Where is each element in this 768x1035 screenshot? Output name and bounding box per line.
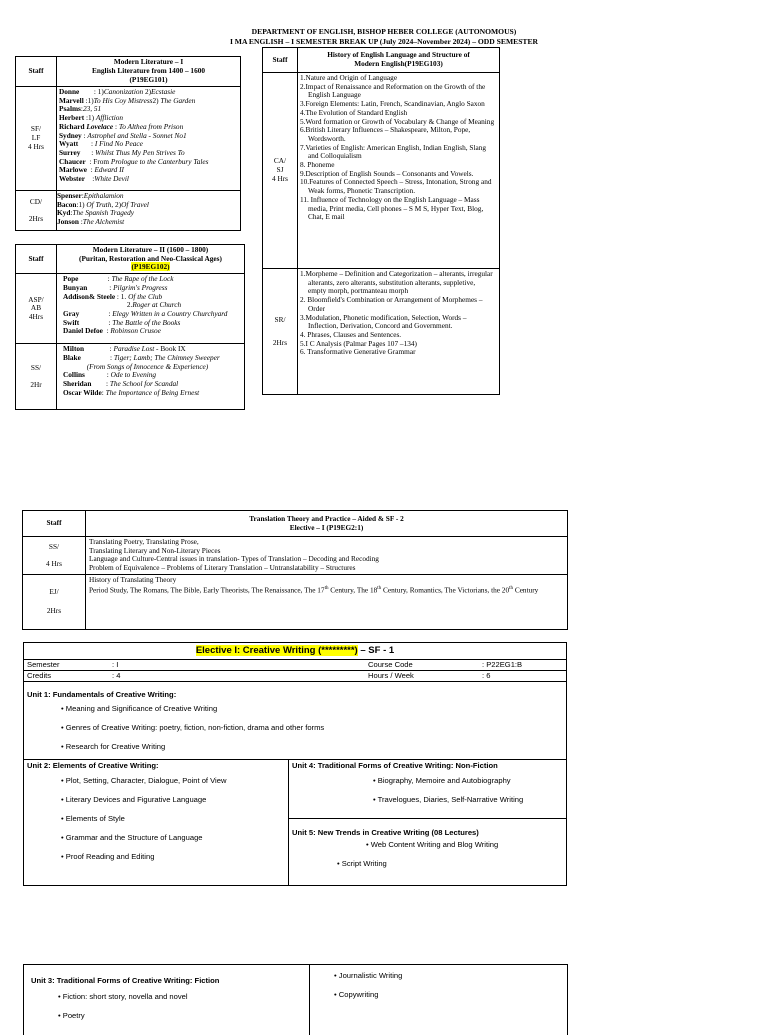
ml2-syllabus-2 — [57, 344, 245, 410]
unit-5 — [289, 819, 567, 886]
course-code-label: Course Code — [368, 660, 413, 669]
semester-label: Semester — [27, 660, 60, 669]
staff-code: SR/ — [274, 314, 286, 324]
staff-hours: 2Hr — [30, 379, 42, 389]
syllabus-line: Bacon:1) Of Truth, 2)Of Travel — [57, 199, 149, 209]
cw-title: Elective I: Creative Writing (*********) – SF - 1 — [24, 643, 567, 660]
syllabus-line: Wyatt : I Find No Peace — [59, 139, 143, 149]
tt-title: Translation Theory and Practice – Aided & SF - 2 — [249, 513, 404, 523]
ml1-title: Modern Literature – I — [113, 57, 184, 67]
creative-writing-continued — [23, 964, 568, 1035]
unit-3-list — [24, 987, 309, 1025]
list-item: 7.Varieties of English: American English, Indian English, Slang and Colloquialism — [300, 142, 487, 161]
course-code-value: : P22EG1:B — [482, 660, 523, 669]
staff-header: Staff — [16, 245, 57, 274]
ml2-syllabus-1 — [57, 274, 245, 344]
syllabus-line: Collins : Ode to Evening — [63, 370, 157, 380]
ml2-title: Modern Literature – II (1600 – 1800) — [92, 245, 209, 254]
hel-syllabus-1 — [298, 73, 500, 269]
list-item: • Plot, Setting, Character, Dialogue, Point of View — [61, 776, 227, 785]
unit-4-list — [292, 771, 563, 809]
unit-5-continued-list — [334, 966, 402, 1004]
syllabus-line: Gray : Elegy Written in a Country Churchyard — [63, 308, 228, 318]
syllabus-line: (From Songs of Innocence & Experience) — [86, 361, 209, 371]
staff-code: CA/ — [273, 156, 287, 166]
list-item: 4.The Evolution of Standard English — [300, 107, 408, 117]
list-item: • Meaning and Significance of Creative Writing — [61, 704, 218, 713]
ml1-subtitle: English Literature from 1400 – 1600 — [91, 66, 206, 76]
unit-2-title: Unit 2: Elements of Creative Writing: — [27, 761, 159, 770]
credits-label: Credits — [27, 671, 52, 680]
staff-header: Staff — [16, 57, 57, 87]
list-item: • Web Content Writing and Blog Writing — [366, 840, 499, 849]
unit-5-list — [292, 835, 563, 873]
ml2-subtitle: (Puritan, Restoration and Neo-Classical Ages) — [79, 253, 222, 263]
list-item: • Elements of Style — [61, 814, 125, 823]
syllabus-line: Problem of Equivalence – Problems of Literary Translation – Untranslatability – Structures — [89, 563, 356, 573]
ml1-code: (P19EG101) — [129, 74, 168, 84]
staff-code: AB — [30, 303, 42, 313]
list-item: 1.Morpheme – Definition and Categorization – alterants, irregular alterants, zero alterants, substitution alterants, suppletive, empty morph, portmanteau morph — [300, 269, 493, 296]
header-line-1: DEPARTMENT OF ENGLISH, BISHOP HEBER COLLEGE (AUTONOMOUS) — [251, 27, 517, 36]
syllabus-line: Chaucer : From Prologue to the Canterbury Tales — [59, 156, 209, 166]
unit-5-title: Unit 5: New Trends in Creative Writing (08 Lectures) — [292, 828, 479, 837]
syllabus-line: Marvell :1)To His Coy Mistress2) The Garden — [59, 95, 196, 105]
tt-subtitle: Elective – I (P19EG2:1) — [289, 522, 364, 532]
syllabus-line: Sydney : Astrophel and Stella - Sonnet No1 — [59, 130, 187, 140]
list-item: • Literary Devices and Figurative Language — [61, 795, 207, 804]
unit-1-list — [27, 699, 563, 756]
syllabus-line: Swift : The Battle of the Books — [63, 317, 181, 327]
staff-code: LF — [31, 133, 41, 143]
staff-hours: 4 Hrs — [27, 141, 44, 151]
ml2-code: (P19EG102) — [131, 262, 170, 272]
syllabus-line: Language and Culture-Central issues in translation- Types of Translation – Decoding and Recoding — [89, 554, 379, 564]
ml2-staff-1 — [16, 274, 57, 344]
tt-syllabus-1 — [86, 537, 568, 575]
list-item: • Research for Creative Writing — [61, 742, 166, 751]
list-item: 3.Foreign Elements: Latin, French, Scandinavian, Anglo Saxon — [300, 99, 485, 109]
list-item: 6. Transformative Generative Grammar — [300, 347, 416, 357]
list-item: • Grammar and the Structure of Language — [61, 833, 203, 842]
syllabus-line: Milton : Paradise Lost - Book IX — [63, 344, 186, 354]
tt-syllabus-2 — [86, 575, 568, 630]
hours-label: Hours / Week — [368, 671, 414, 680]
list-item: 11. Influence of Technology on the English Language – Mass media, Print media, Cell phones – S M S, Hyper Text, Blog, Chat, E mail — [300, 194, 484, 222]
staff-hours: 4Hrs — [28, 311, 44, 321]
ml2-staff-2 — [16, 344, 57, 410]
syllabus-line: Daniel Defoe : Robinson Crusoe — [63, 326, 161, 336]
list-item: 6.British Literary Influences – Shakespeare, Milton, Pope, Wordsworth. — [300, 125, 471, 143]
list-item: • Script Writing — [337, 859, 387, 868]
staff-code: SS/ — [48, 541, 60, 551]
staff-code: SS/ — [30, 362, 42, 372]
ml1-syllabus-2 — [57, 191, 241, 231]
ml1-syllabus-1 — [57, 87, 241, 191]
syllabus-line: 2.Roger at Church — [63, 300, 182, 310]
list-item: 5.Word formation or Growth of Vocabulary & Change of Meaning — [300, 116, 495, 126]
syllabus-line: Pope : The Rape of the Lock — [63, 274, 174, 284]
unit-1 — [24, 682, 567, 760]
list-item: • Copywriting — [334, 990, 379, 999]
list-item: • Travelogues, Diaries, Self-Narrative Writing — [373, 795, 524, 804]
list-item: • Proof Reading and Editing — [61, 852, 155, 861]
page-header — [200, 27, 568, 46]
syllabus-line: Spenser:Epithalamion — [57, 191, 124, 200]
hours-value: : 6 — [482, 671, 491, 680]
list-item: 2.Impact of Renaissance and Reformation on the Growth of the English Language — [300, 81, 486, 100]
hel-subtitle: Modern English(P19EG103) — [354, 59, 443, 68]
syllabus-line: Translating Poetry, Translating Prose, — [89, 537, 199, 546]
syllabus-line: Kyd:The Spanish Tragedy — [57, 208, 135, 218]
creative-writing-table — [23, 642, 567, 886]
translation-theory-table — [22, 510, 568, 630]
list-item: • Poetry — [58, 1011, 85, 1020]
syllabus-line: History of Translating Theory — [89, 575, 177, 584]
modern-literature-1-table — [15, 56, 241, 231]
ml1-staff-1 — [16, 87, 57, 191]
list-item: 8. Phoneme — [300, 160, 335, 170]
syllabus-line: Period Study, The Romans, The Bible, Early Theorists, The Renaissance, The 17th Century, The 18th Century, Romantics, The Victorians, the 20th Century — [89, 585, 539, 595]
header-line-2: I MA ENGLISH – I SEMESTER BREAK UP (July 2024–November 2024) – ODD SEMESTER — [229, 36, 539, 46]
syllabus-line: Marlowe : Edward II — [59, 165, 124, 175]
list-item: 10.Features of Connected Speech – Stress, Intonation, Strong and Weak forms, Phonetic Transcription. — [300, 177, 492, 196]
staff-code: CD/ — [29, 196, 43, 206]
syllabus-line: Jonson :The Alchemist — [57, 217, 125, 227]
syllabus-line: Sheridan : The School for Scandal — [63, 378, 179, 388]
staff-hours: 2Hrs — [272, 337, 288, 347]
staff-code: SF/ — [30, 124, 42, 134]
hel-staff-1 — [263, 73, 298, 269]
unit-3-title: Unit 3: Traditional Forms of Creative Writing: Fiction — [31, 976, 220, 985]
history-english-language-table — [262, 47, 500, 395]
staff-header: Staff — [263, 48, 298, 73]
staff-code: EJ/ — [49, 587, 59, 597]
staff-hours: 2Hrs — [28, 213, 44, 223]
unit-3 — [24, 965, 310, 1035]
semester-value: : I — [112, 660, 119, 669]
hel-title: History of English Language and Structure of — [327, 50, 470, 60]
list-item: 9.Description of English Sounds – Consonants and Vowels. — [300, 168, 474, 178]
syllabus-line: Blake : Tiger; Lamb; The Chimney Sweeper — [63, 352, 220, 362]
list-item: • Fiction: short story, novella and novel — [58, 992, 188, 1001]
staff-code: SJ — [276, 165, 284, 175]
syllabus-line: Herbert :1) Affliction — [59, 113, 124, 123]
list-item: 2. Bloomfield's Combination or Arrangement of Morphemes – Order — [300, 295, 483, 313]
unit-2-list — [27, 771, 285, 866]
syllabus-line: Translating Literary and Non-Literary Pieces — [89, 545, 221, 555]
unit-2 — [24, 760, 289, 886]
staff-hours: 4 Hrs — [45, 558, 62, 568]
unit-4 — [289, 760, 567, 819]
syllabus-line: Bunyan : Pilgrim's Progress — [63, 282, 168, 292]
list-item: 4. Phrases, Clauses and Sentences. — [300, 329, 402, 339]
ml1-staff-2 — [16, 191, 57, 231]
list-item: • Genres of Creative Writing: poetry, fiction, non-fiction, drama and other forms — [61, 723, 325, 732]
syllabus-line: Donne : 1)Canonization 2)Ecstasie — [59, 87, 176, 96]
syllabus-line: Addison& Steele : 1. Of the Club — [63, 291, 163, 301]
hel-syllabus-2 — [298, 269, 500, 395]
list-item: • Biography, Memoire and Autobiography — [373, 776, 511, 785]
tt-staff-2 — [23, 575, 86, 630]
staff-hours: 4 Hrs — [271, 173, 288, 183]
staff-code: ASP/ — [28, 294, 44, 304]
list-item: 1.Nature and Origin of Language — [300, 73, 398, 82]
syllabus-line: Webster :White Devil — [59, 174, 129, 184]
syllabus-line: Surrey : Whilst Thus My Pen Strives To — [59, 147, 185, 157]
list-item: 3.Modulation, Phonetic modification, Selection, Words – Inflection, Derivation, Concord and Government. — [300, 312, 467, 331]
syllabus-line: Richard Lovelace : To Althea from Prison — [59, 121, 184, 131]
modern-literature-2-table — [15, 244, 245, 410]
syllabus-line: Psalms:23, 51 — [59, 104, 102, 114]
unit-4-title: Unit 4: Traditional Forms of Creative Writing: Non-Fiction — [292, 761, 498, 770]
hel-staff-2 — [263, 269, 298, 395]
tt-staff-1 — [23, 537, 86, 575]
staff-header: Staff — [23, 511, 86, 537]
credits-value: : 4 — [112, 671, 121, 680]
unit-1-title: Unit 1: Fundamentals of Creative Writing: — [27, 690, 177, 699]
list-item: 5.I C Analysis (Palmar Pages 107 –134) — [300, 338, 417, 348]
staff-hours: 2Hrs — [46, 606, 62, 615]
syllabus-line: Oscar Wilde: The Importance of Being Ernest — [63, 387, 200, 397]
list-item: • Journalistic Writing — [334, 971, 403, 980]
